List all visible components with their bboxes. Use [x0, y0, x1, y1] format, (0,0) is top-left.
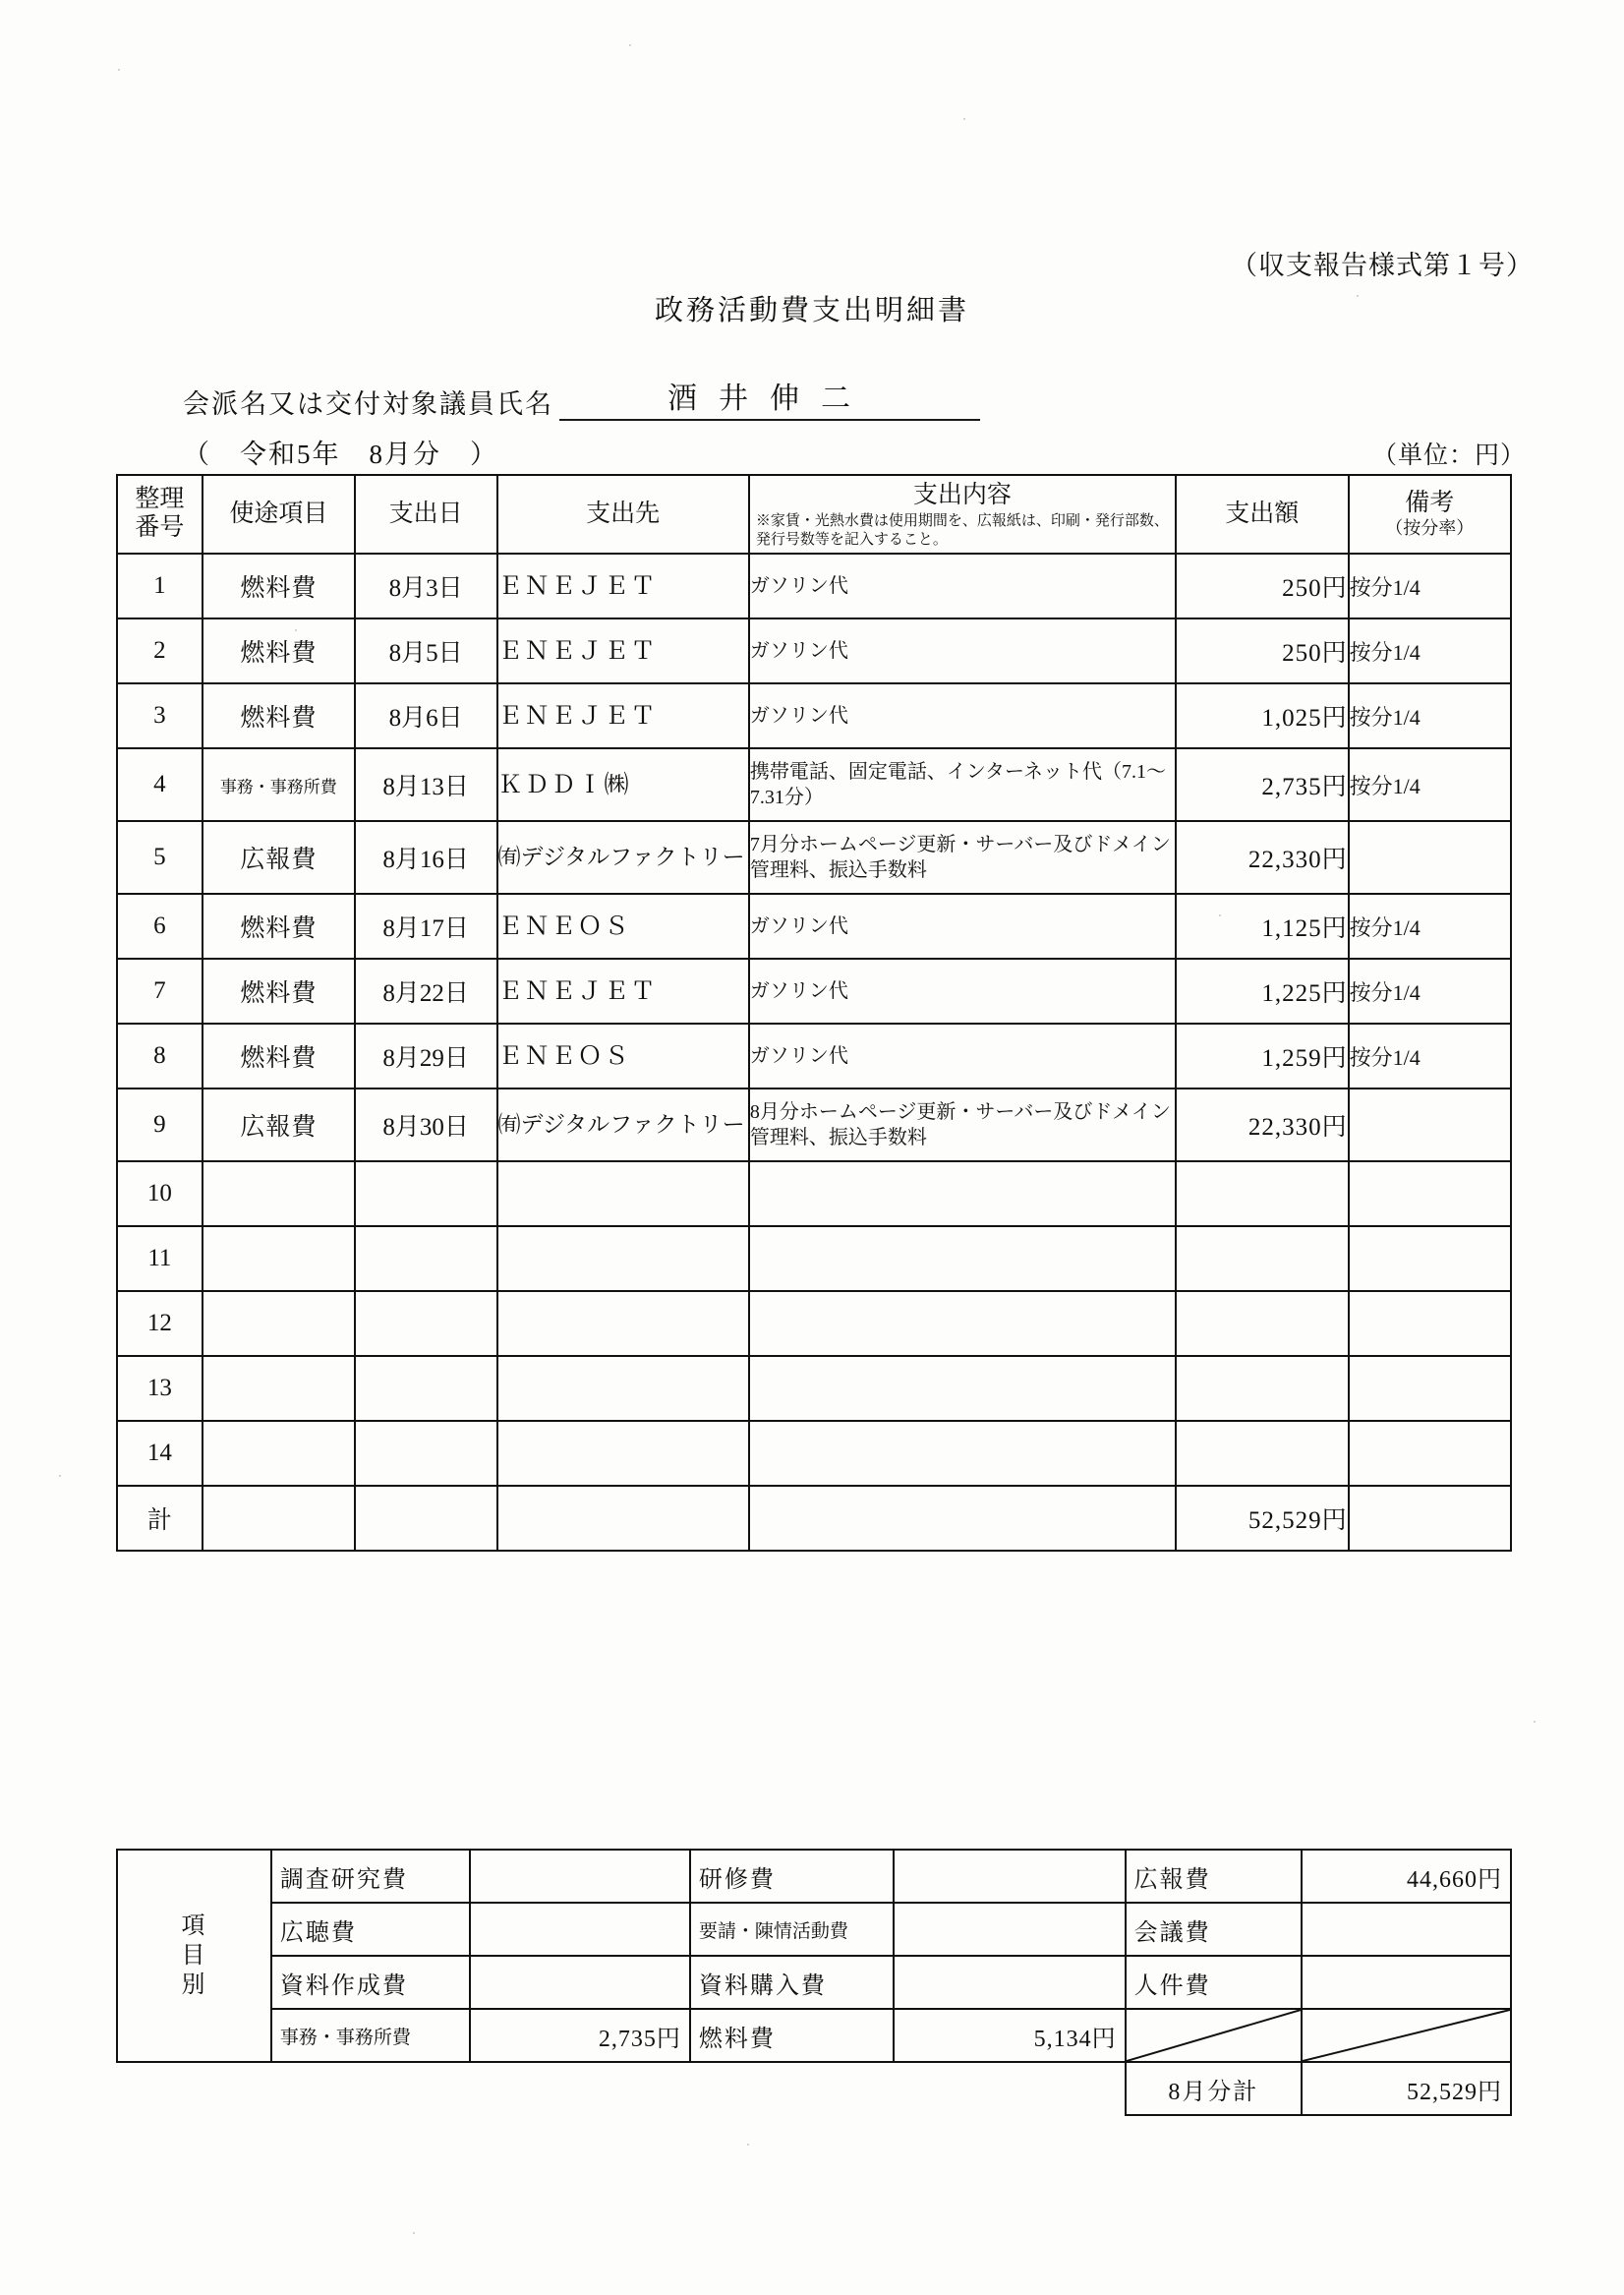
cell-total-label: 計: [117, 1486, 203, 1551]
category-label-line2: 目: [181, 1943, 207, 1969]
cell-content: [749, 1161, 1176, 1226]
cell-no: 1: [117, 554, 203, 618]
cell-note: 按分1/4: [1349, 959, 1511, 1024]
summary-row: [117, 1903, 1511, 1956]
cell-item: [203, 1421, 355, 1486]
cell-date: [355, 1161, 497, 1226]
name-row: [183, 374, 980, 421]
cell-payee: [497, 1161, 749, 1226]
diagonal-strike-icon: [1303, 2010, 1510, 2061]
summary-value-docprep: [470, 1956, 690, 2009]
cell-item: 燃料費: [203, 683, 355, 748]
summary-label-docprep: 資料作成費: [271, 1956, 470, 2009]
cell-payee: [497, 1356, 749, 1421]
summary-total-row: [117, 2062, 1511, 2115]
cell-payee: [497, 1291, 749, 1356]
cell-item: [203, 1161, 355, 1226]
cell-date: 8月29日: [355, 1024, 497, 1089]
summary-total-pad-5: [894, 2062, 1125, 2115]
cell-payee: [497, 1421, 749, 1486]
cell-amount: [1176, 1161, 1349, 1226]
cell-amount: 1,125円: [1176, 894, 1349, 959]
cell-item: 燃料費: [203, 554, 355, 618]
cell-no: 7: [117, 959, 203, 1024]
cell-content: ガソリン代: [749, 683, 1176, 748]
cell-total-date: [355, 1486, 497, 1551]
cell-payee: ＥＮＥＯＳ: [497, 1024, 749, 1089]
cell-total-payee: [497, 1486, 749, 1551]
summary-value-hearing: [470, 1903, 690, 1956]
cell-note: 按分1/4: [1349, 894, 1511, 959]
form-number: （収支報告様式第１号）: [1231, 251, 1534, 280]
month-total-value: 52,529円: [1302, 2062, 1511, 2115]
summary-label-docpurchase: 資料購入費: [690, 1956, 894, 2009]
cell-payee: ＥＮＥＪＥＴ: [497, 959, 749, 1024]
summary-label-fuel: 燃料費: [690, 2009, 894, 2062]
cell-total-note: [1349, 1486, 1511, 1551]
col-header-amount: 支出額: [1176, 475, 1349, 554]
cell-note: 按分1/4: [1349, 554, 1511, 618]
category-label: [117, 1850, 271, 2062]
cell-note: 按分1/4: [1349, 618, 1511, 683]
cell-date: [355, 1421, 497, 1486]
cell-note: [1349, 1161, 1511, 1226]
cell-amount: 22,330円: [1176, 1089, 1349, 1161]
table-row: [117, 1226, 1511, 1291]
category-label-line3: 別: [181, 1972, 207, 1998]
cell-item: 燃料費: [203, 894, 355, 959]
cell-item: 広報費: [203, 1089, 355, 1161]
col-header-content-title: 支出内容: [912, 482, 1012, 508]
category-summary-table: [116, 1849, 1512, 2116]
col-header-content-note: ※家賃・光熱水費は使用期間を、広報紙は、印刷・発行部数、発行号数等を記入すること。: [755, 512, 1169, 548]
summary-label-training: 研修費: [690, 1850, 894, 1903]
table-row: [117, 683, 1511, 748]
table-row: [117, 1089, 1511, 1161]
summary-strike-cell-left: [1126, 2009, 1302, 2062]
cell-payee: ㈲デジタルファクトリー: [497, 1089, 749, 1161]
cell-no: 13: [117, 1356, 203, 1421]
summary-label-office: 事務・事務所費: [271, 2009, 470, 2062]
diagonal-strike-icon: [1127, 2010, 1301, 2061]
cell-amount: [1176, 1421, 1349, 1486]
cell-item: 燃料費: [203, 618, 355, 683]
cell-amount: [1176, 1356, 1349, 1421]
summary-strike-cell-right: [1302, 2009, 1511, 2062]
cell-amount: 250円: [1176, 618, 1349, 683]
summary-value-docpurchase: [894, 1956, 1125, 2009]
cell-item: [203, 1356, 355, 1421]
table-row: [117, 959, 1511, 1024]
summary-value-petition: [894, 1903, 1125, 1956]
summary-value-research: [470, 1850, 690, 1903]
cell-payee: ＥＮＥＪＥＴ: [497, 683, 749, 748]
summary-value-office: 2,735円: [470, 2009, 690, 2062]
summary-row: [117, 2009, 1511, 2062]
cell-payee: ＫＤＤＩ㈱: [497, 748, 749, 821]
col-header-no-line1: 整理: [135, 486, 185, 513]
period-label: （ 令和5年 8月分 ）: [183, 440, 498, 469]
summary-row: [117, 1956, 1511, 2009]
cell-item: 燃料費: [203, 959, 355, 1024]
cell-date: 8月13日: [355, 748, 497, 821]
cell-content: 7月分ホームページ更新・サーバー及びドメイン管理料、振込手数料: [749, 821, 1176, 894]
cell-amount: 1,025円: [1176, 683, 1349, 748]
cell-content: [749, 1226, 1176, 1291]
cell-content: 8月分ホームページ更新・サーバー及びドメイン管理料、振込手数料: [749, 1089, 1176, 1161]
summary-value-fuel: 5,134円: [894, 2009, 1125, 2062]
summary-label-petition: 要請・陳情活動費: [690, 1903, 894, 1956]
cell-total-content: [749, 1486, 1176, 1551]
summary-label-personnel: 人件費: [1126, 1956, 1302, 2009]
cell-no: 4: [117, 748, 203, 821]
cell-item: 広報費: [203, 821, 355, 894]
cell-no: 8: [117, 1024, 203, 1089]
cell-no: 12: [117, 1291, 203, 1356]
cell-date: [355, 1356, 497, 1421]
cell-payee: ＥＮＥＯＳ: [497, 894, 749, 959]
cell-no: 11: [117, 1226, 203, 1291]
cell-payee: [497, 1226, 749, 1291]
cell-content: [749, 1291, 1176, 1356]
cell-no: 6: [117, 894, 203, 959]
cell-note: [1349, 1356, 1511, 1421]
cell-content: 携帯電話、固定電話、インターネット代（7.1～7.31分）: [749, 748, 1176, 821]
table-row: [117, 1356, 1511, 1421]
cell-no: 2: [117, 618, 203, 683]
summary-value-personnel: [1302, 1956, 1511, 2009]
cell-content: ガソリン代: [749, 618, 1176, 683]
summary-total-pad-4: [690, 2062, 894, 2115]
table-header-row: [117, 475, 1511, 554]
table-row: [117, 748, 1511, 821]
col-header-note-line1: 備考: [1405, 490, 1455, 517]
summary-total-pad-1: [117, 2062, 271, 2115]
cell-item: [203, 1226, 355, 1291]
summary-value-training: [894, 1850, 1125, 1903]
expense-table-body: [117, 554, 1511, 1551]
cell-note: 按分1/4: [1349, 683, 1511, 748]
cell-note: [1349, 1291, 1511, 1356]
table-total-row: [117, 1486, 1511, 1551]
cell-date: 8月17日: [355, 894, 497, 959]
table-row: [117, 894, 1511, 959]
cell-content: [749, 1421, 1176, 1486]
summary-value-meeting: [1302, 1903, 1511, 1956]
cell-payee: ＥＮＥＪＥＴ: [497, 554, 749, 618]
cell-payee: ＥＮＥＪＥＴ: [497, 618, 749, 683]
cell-note: [1349, 1421, 1511, 1486]
table-row: [117, 618, 1511, 683]
col-header-no-line2: 番号: [135, 514, 185, 542]
cell-amount: 1,259円: [1176, 1024, 1349, 1089]
cell-date: [355, 1226, 497, 1291]
cell-content: ガソリン代: [749, 959, 1176, 1024]
cell-note: 按分1/4: [1349, 1024, 1511, 1089]
cell-amount: [1176, 1226, 1349, 1291]
cell-note: [1349, 821, 1511, 894]
page-title: 政務活動費支出明細書: [654, 295, 969, 326]
cell-content: ガソリン代: [749, 554, 1176, 618]
summary-label-meeting: 会議費: [1126, 1903, 1302, 1956]
cell-date: 8月3日: [355, 554, 497, 618]
cell-date: 8月22日: [355, 959, 497, 1024]
cell-amount: 250円: [1176, 554, 1349, 618]
cell-amount: 2,735円: [1176, 748, 1349, 821]
col-header-item: 使途項目: [203, 475, 355, 554]
summary-total-pad-2: [271, 2062, 470, 2115]
expense-table: [116, 474, 1512, 1552]
cell-content: [749, 1356, 1176, 1421]
summary-row: [117, 1850, 1511, 1903]
cell-item: 事務・事務所費: [203, 748, 355, 821]
table-row: [117, 821, 1511, 894]
cell-no: 9: [117, 1089, 203, 1161]
cell-no: 14: [117, 1421, 203, 1486]
summary-total-pad-3: [470, 2062, 690, 2115]
cell-note: 按分1/4: [1349, 748, 1511, 821]
cell-amount: [1176, 1291, 1349, 1356]
cell-total-item: [203, 1486, 355, 1551]
col-header-payee: 支出先: [497, 475, 749, 554]
cell-date: 8月30日: [355, 1089, 497, 1161]
summary-label-research: 調査研究費: [271, 1850, 470, 1903]
table-row: [117, 554, 1511, 618]
table-row: [117, 1161, 1511, 1226]
cell-no: 5: [117, 821, 203, 894]
col-header-content: [749, 475, 1176, 554]
table-row: [117, 1024, 1511, 1089]
category-label-line1: 項: [181, 1913, 207, 1939]
cell-date: 8月6日: [355, 683, 497, 748]
col-header-date: 支出日: [355, 475, 497, 554]
cell-no: 3: [117, 683, 203, 748]
summary-label-hearing: 広聴費: [271, 1903, 470, 1956]
cell-amount: 22,330円: [1176, 821, 1349, 894]
name-value: 酒井伸二: [559, 374, 980, 421]
cell-content: ガソリン代: [749, 1024, 1176, 1089]
unit-label: （単位：円）: [1371, 442, 1526, 469]
cell-date: [355, 1291, 497, 1356]
cell-note: [1349, 1089, 1511, 1161]
name-label: 会派名又は交付対象議員氏名: [183, 389, 553, 419]
cell-payee: ㈲デジタルファクトリー: [497, 821, 749, 894]
month-total-label: 8月分計: [1126, 2062, 1302, 2115]
col-header-no: [117, 475, 203, 554]
cell-date: 8月16日: [355, 821, 497, 894]
cell-item: 燃料費: [203, 1024, 355, 1089]
cell-total-amount: 52,529円: [1176, 1486, 1349, 1551]
summary-label-pr: 広報費: [1126, 1850, 1302, 1903]
col-header-note: [1349, 475, 1511, 554]
summary-value-pr: 44,660円: [1302, 1850, 1511, 1903]
table-row: [117, 1291, 1511, 1356]
cell-no: 10: [117, 1161, 203, 1226]
cell-date: 8月5日: [355, 618, 497, 683]
cell-note: [1349, 1226, 1511, 1291]
cell-content: ガソリン代: [749, 894, 1176, 959]
cell-amount: 1,225円: [1176, 959, 1349, 1024]
col-header-note-line2: （按分率）: [1385, 518, 1475, 539]
cell-item: [203, 1291, 355, 1356]
table-row: [117, 1421, 1511, 1486]
